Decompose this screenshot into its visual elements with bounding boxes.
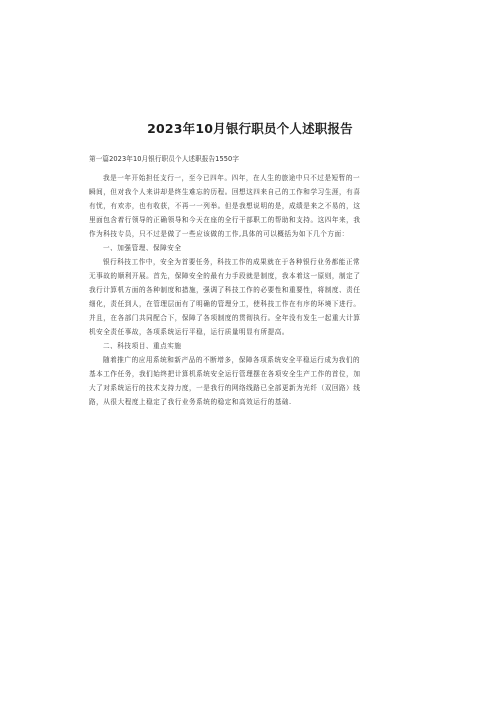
paragraph-line: 里面包含着行领导的正确领导和今天在座的全行干部职工的帮助和支持。这四年来，我: [89, 216, 361, 224]
paragraph-line: 瞬间，但对我个人来讲却是终生难忘的历程。回想这四来自己的工作和学习生涯，有喜: [89, 188, 361, 196]
document-title: 2023年10月银行职员个人述职报告: [147, 121, 353, 136]
paragraph-line: 并且，在各部门共同配合下，保障了各项制度的贯彻执行。全年没有发生一起重大计算: [89, 314, 361, 322]
section-heading-security: 一、加强管理、保障安全: [103, 244, 182, 252]
paragraph-line: 我是一年开始担任支行一，至今已四年。四年，在人生的旅途中只不过是短暂的一: [103, 174, 361, 182]
document-body: [89, 152, 411, 409]
section-heading-projects: 二、科技项目、重点实施: [103, 342, 182, 350]
paragraph-projects: [89, 353, 411, 409]
paragraph-line: 无事故的顺利开展。首先，保障安全的最有力手段就是制度，我本着这一原则，制定了: [89, 272, 361, 280]
paragraph-line: 细化，责任到人，在管理层面有了明确的管理分工，使科技工作在有序的环境下进行。: [89, 300, 361, 308]
paragraph-intro: [89, 171, 411, 241]
paragraph-line: 基本工作任务，我们始终把计算机系统安全运行管理摆在各项安全生产工作的首位，加: [89, 370, 361, 378]
paragraph-line: 路，从很大程度上稳定了我行业务系统的稳定和高效运行的基础.: [89, 398, 292, 406]
document-subtitle: 第一篇2023年10月银行职员个人述职报告1550字: [89, 155, 240, 163]
paragraph-line: 作为科技专员，只不过是做了一些应该做的工作,具体的可以概括为如下几个方面：: [89, 230, 349, 238]
paragraph-line: 大了对系统运行的技术支持力度，一是我行的网络线路已全部更新为光纤（双回路）线: [89, 384, 361, 392]
paragraph-line: 银行科技工作中，安全为首要任务，科技工作的成果就在于各种银行业务都能正常: [103, 258, 361, 266]
paragraph-line: 我行计算机方面的各种制度和措施，强调了科技工作的必要性和重要性，将制度、责任: [89, 286, 361, 294]
paragraph-line: 有忧，有欢亦，也有收获，不再一一列举。但是我想说明的是，成绩是来之不易的，这: [89, 202, 361, 210]
paragraph-line: 随着推广的应用系统和新产品的不断增多，保障各项系统安全平稳运行成为我们的: [103, 356, 361, 364]
paragraph-security: [89, 255, 411, 339]
paragraph-line: 机安全责任事故，各项系统运行平稳，运行质量明显有所提高。: [89, 328, 290, 336]
